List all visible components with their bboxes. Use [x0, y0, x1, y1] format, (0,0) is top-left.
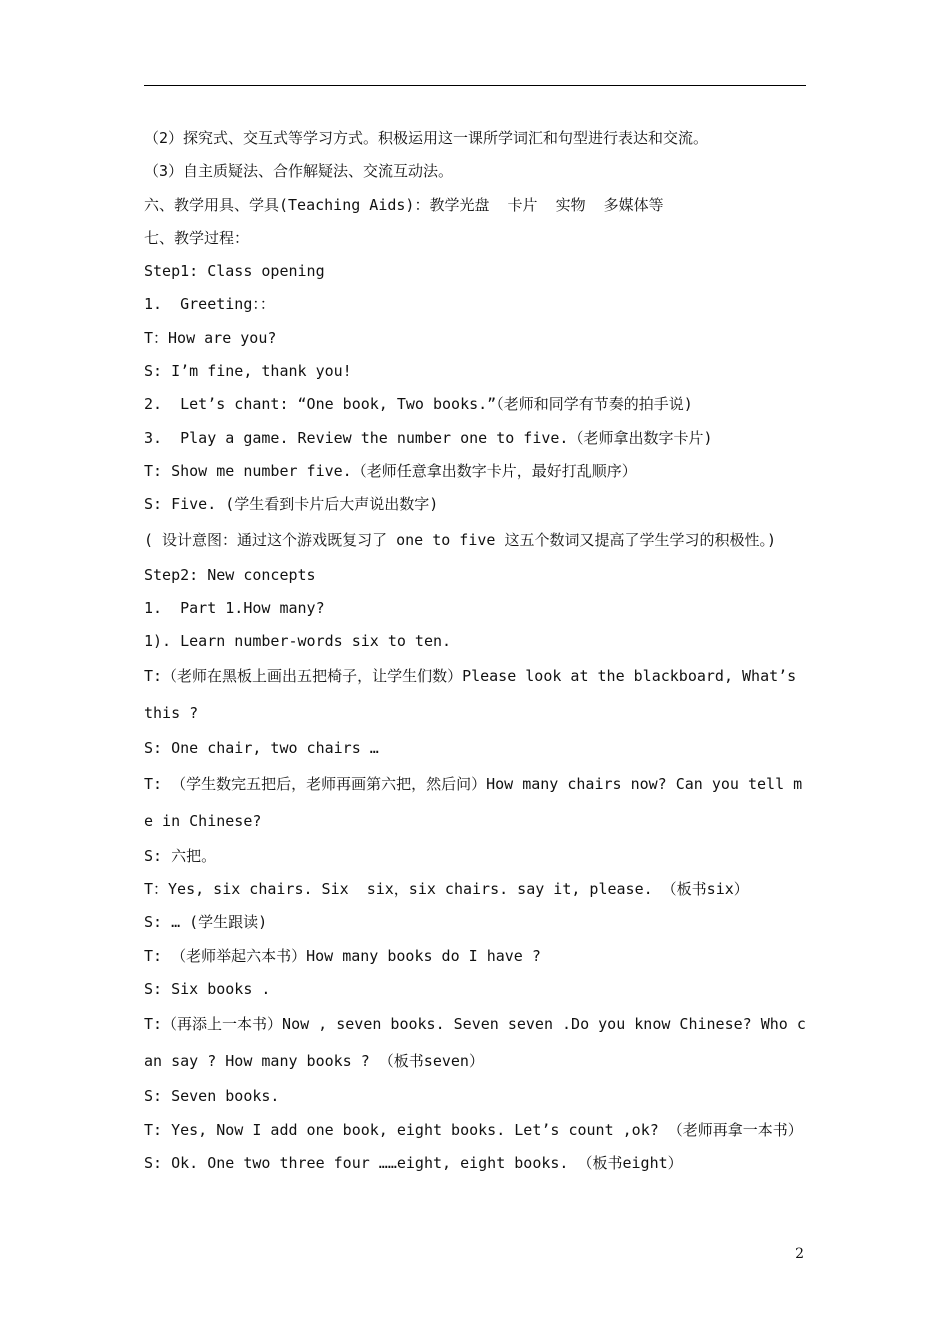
text-line: S: … (学生跟读): [144, 913, 268, 932]
text-line: T：How are you?: [144, 328, 277, 347]
text-line: （3）自主质疑法、合作解疑法、交流互动法。: [144, 162, 454, 181]
header-rule: [144, 85, 806, 86]
text-line: Step2: New concepts: [144, 565, 316, 584]
page-number: 2: [795, 1246, 804, 1262]
text-line: （2）探究式、交互式等学习方式。积极运用这一课所学词汇和句型进行表达和交流。: [144, 129, 709, 147]
text-line: T: （学生数完五把后，老师再画第六把，然后问）How many chairs now? Can you tell me in Chinese?: [144, 774, 803, 830]
text-line: T：Yes, six chairs. Six six，six chairs. say it, please. （板书six）: [144, 880, 749, 899]
text-line: T:（老师在黑板上画出五把椅子，让学生们数）Please look at the blackboard, What’s this ?: [144, 667, 806, 723]
text-line: S: Five. (学生看到卡片后大声说出数字): [144, 495, 439, 514]
text-line: 3. Play a game. Review the number one to five.（老师拿出数字卡片): [144, 428, 713, 447]
text-line: T: Show me number five.（老师任意拿出数字卡片，最好打乱顺序）: [144, 461, 637, 480]
text-line: T:（再添上一本书）Now , seven books. Seven seven .Do you know Chinese? Who can say ? How many books ? （板书seven）: [144, 1015, 806, 1071]
text-line: 七、教学过程：: [144, 228, 250, 247]
text-line: 1). Learn number-words six to ten.: [144, 632, 452, 651]
text-line: ( 设计意图：通过这个游戏既复习了 one to five 这五个数词又提高了学生学习的积极性。): [144, 530, 776, 549]
text-line: Step1: Class opening: [144, 262, 325, 281]
text-line: S: One chair, two chairs …: [144, 739, 379, 758]
text-line: 1. Part 1.How many?: [144, 598, 325, 617]
text-line: S: Ok. One two three four ……eight, eight books. （板书eight）: [144, 1153, 683, 1172]
document-body: [144, 122, 808, 1180]
text-line: S: Seven books.: [144, 1087, 280, 1106]
text-line: 2. Let’s chant: “One book, Two books.”（老师和同学有节奏的拍手说): [144, 395, 693, 414]
text-line: S: 六把。: [144, 846, 217, 865]
text-line: S: I’m fine, thank you!: [144, 362, 352, 381]
text-line: T: （老师举起六本书）How many books do I have ?: [144, 946, 541, 965]
text-line: T: Yes, Now I add one book, eight books. Let’s count ,ok? （老师再拿一本书）: [144, 1120, 803, 1139]
text-line: S: Six books .: [144, 979, 271, 998]
text-line: 1. Greeting：：: [144, 295, 275, 314]
text-line: 六、教学用具、学具(Teaching Aids)：教学光盘 卡片 实物 多媒体等: [144, 195, 664, 214]
